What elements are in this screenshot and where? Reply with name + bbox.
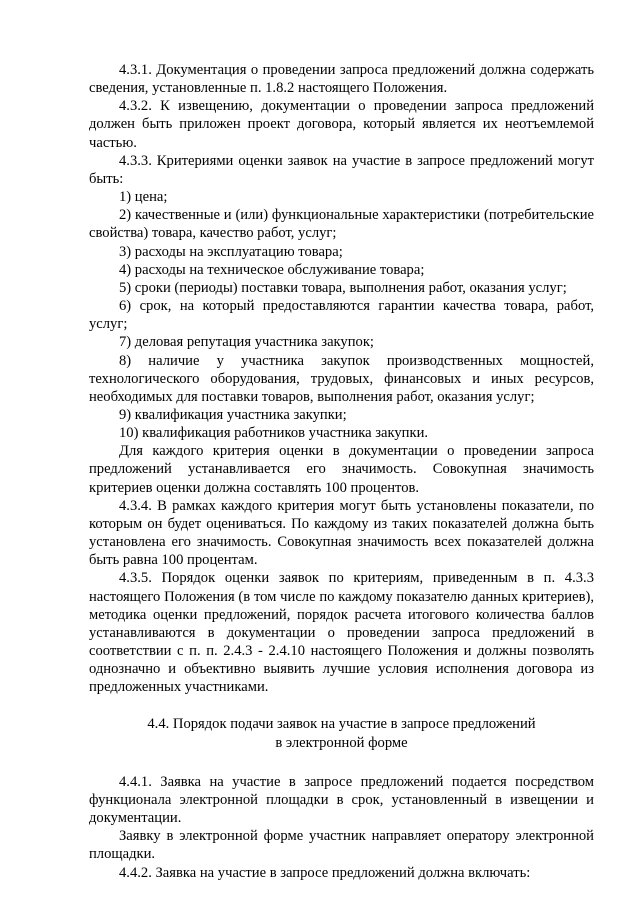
paragraph-significance: Для каждого критерия оценки в документации о проведении запроса предложений устанавливается его значимость. Совокупная значимость критериев оценки должна составлять 100 процентов. (89, 443, 594, 496)
paragraph-application-operator: Заявку в электронной форме участник направляет оператору электронной площадки. (89, 828, 594, 863)
paragraph-4-3-3: 4.3.3. Критериями оценки заявок на участие в запросе предложений могут быть: (89, 152, 594, 187)
document-body (89, 61, 594, 882)
criterion-7: 7) деловая репутация участника закупок; (119, 334, 374, 351)
section-heading-4-4 (89, 715, 594, 751)
paragraph-4-3-2: 4.3.2. К извещению, документации о проведении запроса предложений должен быть приложен проект договора, который является их неотъемлемой частью. (89, 98, 594, 151)
paragraph-4-4-2: 4.4.2. Заявка на участие в запросе предложений должна включать: (119, 864, 531, 881)
criterion-5: 5) сроки (периоды) поставки товара, выполнения работ, оказания услуг; (119, 279, 567, 296)
criterion-4: 4) расходы на техническое обслуживание товара; (119, 261, 425, 278)
paragraph-4-3-4: 4.3.4. В рамках каждого критерия могут быть установлены показатели, по которым он будет оцениваться. По каждому из таких показателей должна быть установлена его значимость. Совокупная значимость всех показателей должна быть равна 100 процентам. (89, 497, 594, 569)
section-heading-line-1: 4.4. Порядок подачи заявок на участие в запросе предложений (147, 716, 536, 733)
criterion-3: 3) расходы на эксплуатацию товара; (119, 243, 343, 260)
paragraph-4-4-1: 4.4.1. Заявка на участие в запросе предложений подается посредством функционала электронной площадки в срок, установленный в извещении и документации. (89, 773, 594, 827)
criterion-6: 6) срок, на который предоставляются гарантии качества товара, работ, услуг; (89, 298, 594, 333)
criterion-1: 1) цена; (119, 189, 168, 206)
paragraph-4-3-1: 4.3.1. Документация о проведении запроса предложений должна содержать сведения, установленные п. 1.8.2 настоящего Положения. (89, 62, 594, 97)
criterion-9: 9) квалификация участника закупки; (119, 406, 347, 423)
criterion-10: 10) квалификация работников участника закупки. (119, 425, 429, 442)
section-heading-line-2: в электронной форме (275, 734, 408, 751)
paragraph-4-3-5: 4.3.5. Порядок оценки заявок по критериям, приведенным в п. 4.3.3 настоящего Положения (в том числе по каждому показателю данных критериев), методика оценки предложений, порядок расчета итогового количества баллов устанавливаются в документации о проведении запроса предложений в соответствии с п. п. 2.4.3 - 2.4.10 настоящего Положения и должны позволять однозначно и объективно выявить лучшие условия исполнения договора из предложенных участниками. (89, 570, 594, 696)
criterion-8: 8) наличие у участника закупок производственных мощностей, технологического оборудования, трудовых, финансовых и иных ресурсов, необходимых для поставки товаров, выполнения работ, оказания услуг; (89, 352, 594, 405)
criterion-2: 2) качественные и (или) функциональные характеристики (потребительские свойства) товара, качество работ, услуг; (89, 207, 594, 242)
